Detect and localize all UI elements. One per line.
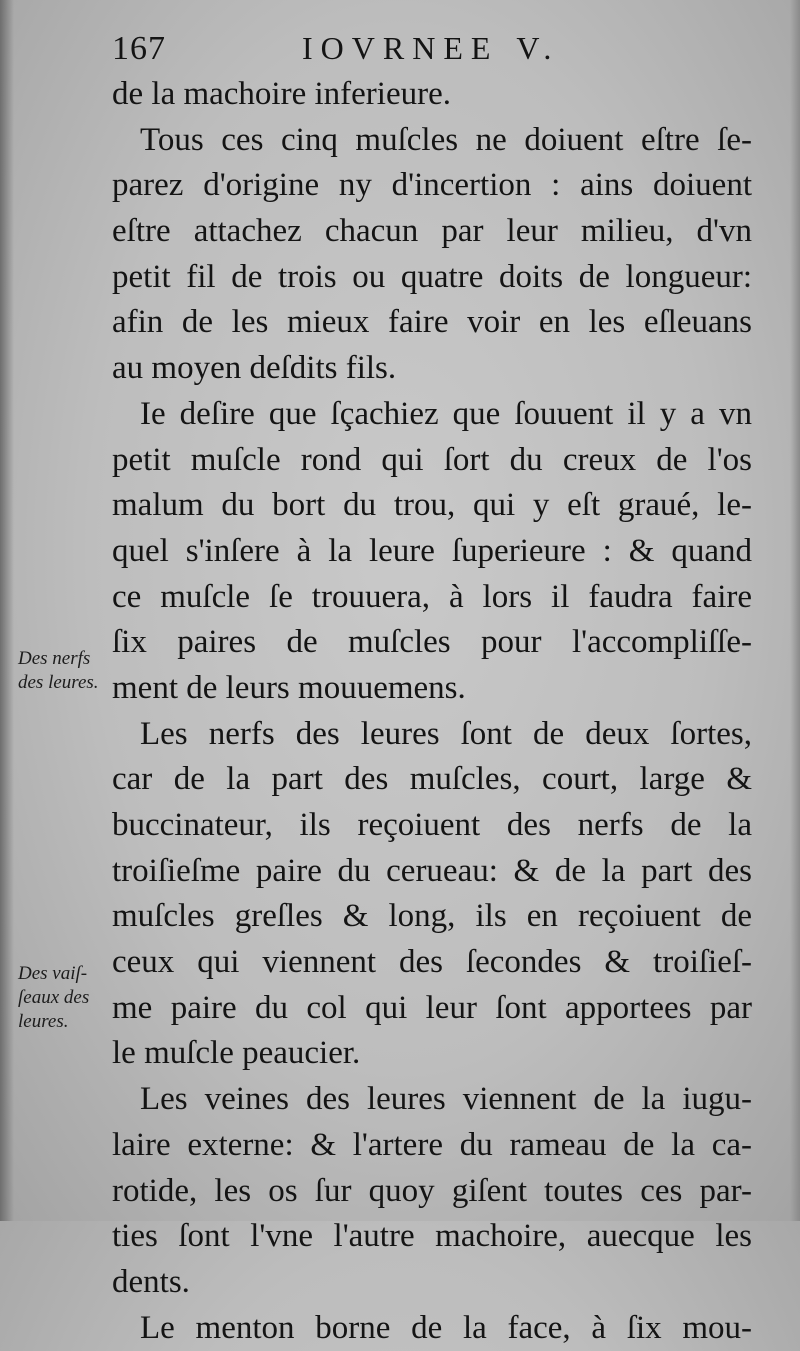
- text-line: dents.: [112, 1263, 190, 1300]
- text-line: ties ſont l'vne l'autre machoire, auecque les: [112, 1218, 752, 1255]
- margin-note-vaisseaux: [18, 962, 118, 1034]
- text-line: de la machoire inferieure.: [112, 76, 451, 112]
- running-title-volume: V.: [516, 30, 560, 66]
- text-line: au moyen deſdits fils.: [112, 350, 397, 387]
- running-header: [112, 30, 752, 74]
- running-title-text: IOVRNEE: [302, 30, 499, 66]
- margin-note-line: des leures.: [18, 672, 99, 693]
- text-line: rotide, les os ſur quoy giſent toutes ces par-: [112, 1172, 752, 1209]
- text-line: parez d'origine ny d'incertion : ains doiuent: [112, 167, 752, 204]
- text-line: muſcles greſles & long, ils en reçoiuent de: [112, 898, 752, 935]
- text-line: ſix paires de muſcles pour l'accompliſſe-: [112, 624, 752, 661]
- text-line: me paire du col qui leur ſont apportees par: [112, 989, 752, 1026]
- margin-note-nerfs: [18, 647, 118, 695]
- margin-note-line: Des vaiſ-: [18, 963, 88, 984]
- text-line: laire externe: & l'artere du rameau de la ca-: [112, 1126, 752, 1163]
- text-line: petit fil de trois ou quatre doits de longueur:: [112, 258, 752, 295]
- text-line: troiſieſme paire du cerueau: & de la part des: [112, 852, 752, 889]
- page-edge-shadow: [790, 0, 800, 1221]
- text-line: malum du bort du trou, qui y eſt graué, le-: [112, 487, 752, 524]
- text-line: Tous ces cinq muſcles ne doiuent eſtre ſe-: [140, 121, 752, 158]
- page-gutter-shadow: [0, 0, 14, 1221]
- text-line: buccinateur, ils reçoiuent des nerfs de la: [112, 807, 752, 843]
- text-line: ce muſcle ſe trouuera, à lors il faudra faire: [112, 578, 752, 615]
- text-line: car de la part des muſcles, court, large &: [112, 761, 752, 798]
- text-line: ment de leurs mouuemens.: [112, 669, 466, 706]
- text-line: eſtre attachez chacun par leur milieu, d'vn: [112, 213, 752, 250]
- margin-note-line: leures.: [18, 1011, 69, 1032]
- margin-note-line: ſeaux des: [18, 987, 90, 1008]
- body-text: [112, 72, 752, 1351]
- text-line: petit muſcle rond qui ſort du creux de l'os: [112, 441, 752, 478]
- margin-note-line: Des nerfs: [18, 648, 91, 669]
- text-line: quel s'inſere à la leure ſuperieure : & quand: [112, 532, 752, 569]
- text-line: afin de les mieux faire voir en les eſleuans: [112, 304, 752, 341]
- text-line: Ie deſire que ſçachiez que ſouuent il y a vn: [140, 395, 752, 432]
- text-line: le muſcle peaucier.: [112, 1035, 361, 1072]
- text-line: ceux qui viennent des ſecondes & troiſieſ-: [112, 944, 752, 981]
- text-line: Les nerfs des leures ſont de deux ſortes,: [140, 715, 752, 752]
- running-title: [302, 30, 559, 67]
- text-line: Le menton borne de la face, à ſix mou-: [140, 1309, 752, 1346]
- text-line: Les veines des leures viennent de la iugu-: [140, 1081, 752, 1118]
- page-number: 167: [112, 30, 166, 67]
